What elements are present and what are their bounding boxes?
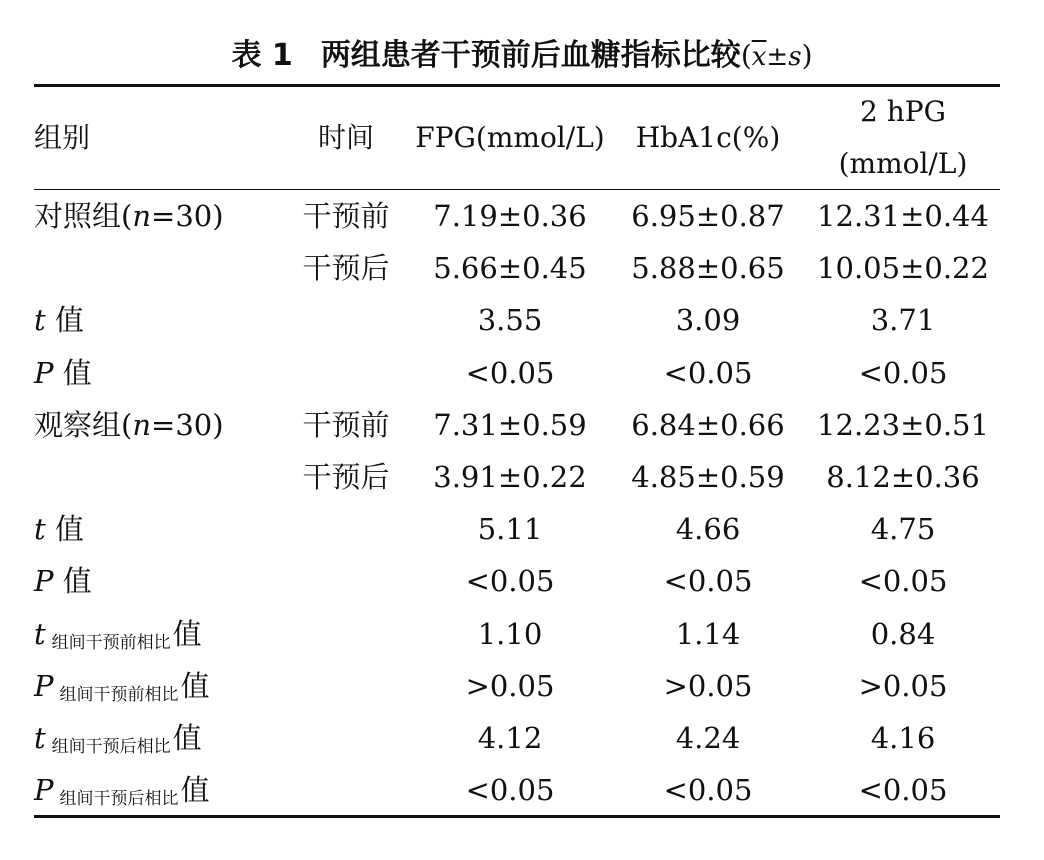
- group-name: 对照组(: [34, 199, 133, 233]
- cell-hpg: 3.71: [870, 303, 936, 337]
- stat-symbol: P: [34, 564, 54, 598]
- cell-time: 干预后: [302, 251, 390, 285]
- cell-fpg: <0.05: [465, 356, 555, 390]
- stat-subscript: 组间干预前相比: [59, 685, 179, 705]
- cell-fpg: 4.12: [477, 721, 543, 755]
- cell-fpg: 3.55: [477, 303, 543, 337]
- cell-time: 干预前: [302, 408, 390, 442]
- cell-hba1c: 4.66: [675, 512, 741, 546]
- stat-symbol: t: [34, 721, 46, 755]
- row-stat-label: [34, 353, 92, 393]
- cell-hpg: 12.23±0.51: [817, 408, 989, 442]
- table-caption: [0, 34, 1044, 79]
- stat-word: 值: [172, 617, 202, 651]
- stat-word: 值: [45, 303, 84, 337]
- header-hpg-line2: (mmol/L): [838, 147, 968, 180]
- cell-fpg: 5.11: [477, 512, 543, 546]
- row-stat-label: [34, 561, 92, 601]
- cell-fpg: <0.05: [465, 564, 555, 598]
- cell-fpg: >0.05: [465, 669, 555, 703]
- row-stat-label: [34, 666, 210, 715]
- cell-hba1c: 3.09: [675, 303, 741, 337]
- stat-symbol: P: [34, 773, 54, 807]
- header-hpg-line1: 2 hPG: [860, 95, 946, 128]
- row-stat-label: [34, 770, 210, 819]
- cell-hpg: <0.05: [858, 356, 948, 390]
- header-fpg: FPG(mmol/L): [415, 121, 605, 154]
- table-title: 两组患者干预前后血糖指标比较: [320, 38, 741, 73]
- cell-hba1c: >0.05: [663, 669, 753, 703]
- cell-hpg: 0.84: [870, 617, 936, 651]
- stat-open-paren: (: [740, 39, 752, 72]
- stat-subscript: 组间干预后相比: [51, 737, 171, 757]
- row-group-label: [34, 405, 224, 445]
- stat-symbol: P: [34, 356, 54, 390]
- stat-word: 值: [180, 773, 210, 807]
- group-n-value: =30): [151, 199, 224, 233]
- group-n-value: =30): [151, 408, 224, 442]
- group-n-symbol: n: [132, 408, 152, 442]
- cell-hba1c: 5.88±0.65: [631, 251, 785, 285]
- header-time: 时间: [317, 121, 374, 154]
- cell-hba1c: <0.05: [663, 564, 753, 598]
- stat-symbol: t: [34, 617, 46, 651]
- bottom-rule: [34, 815, 1000, 818]
- top-rule: [34, 84, 1000, 87]
- cell-hpg: 10.05±0.22: [817, 251, 989, 285]
- cell-hpg: 4.16: [870, 721, 936, 755]
- cell-hpg: <0.05: [858, 773, 948, 807]
- cell-fpg: <0.05: [465, 773, 555, 807]
- stat-mean-symbol: $\overline{x}$: [751, 42, 767, 72]
- cell-fpg: 7.31±0.59: [433, 408, 587, 442]
- stat-word: 值: [45, 512, 84, 546]
- stat-word: 值: [180, 669, 210, 703]
- stat-sd-symbol: ±s: [766, 42, 802, 72]
- stat-word: 值: [172, 721, 202, 755]
- cell-fpg: 7.19±0.36: [433, 199, 587, 233]
- cell-time: 干预后: [302, 460, 390, 494]
- header-group: 组别: [34, 121, 91, 154]
- cell-time: 干预前: [302, 199, 390, 233]
- stat-word: 值: [53, 356, 92, 390]
- cell-fpg: 1.10: [477, 617, 543, 651]
- cell-fpg: 5.66±0.45: [433, 251, 587, 285]
- cell-hba1c: <0.05: [663, 356, 753, 390]
- row-stat-label: [34, 300, 84, 340]
- stat-symbol: P: [34, 669, 54, 703]
- cell-hba1c: 4.24: [675, 721, 741, 755]
- group-name: 观察组(: [34, 408, 133, 442]
- stat-subscript: 组间干预前相比: [51, 633, 171, 653]
- cell-hba1c: 1.14: [675, 617, 741, 651]
- stat-close-paren: ): [801, 39, 813, 72]
- cell-hpg: >0.05: [858, 669, 948, 703]
- cell-fpg: 3.91±0.22: [433, 460, 587, 494]
- table-number: 表 1: [231, 38, 293, 73]
- header-rule: [34, 189, 1000, 190]
- stat-word: 值: [53, 564, 92, 598]
- stat-symbol: t: [34, 303, 46, 337]
- row-stat-label: [34, 614, 202, 663]
- cell-hpg: 8.12±0.36: [826, 460, 980, 494]
- cell-hpg: 12.31±0.44: [817, 199, 989, 233]
- group-n-symbol: n: [132, 199, 152, 233]
- cell-hba1c: 6.84±0.66: [631, 408, 785, 442]
- stat-symbol: t: [34, 512, 46, 546]
- cell-hba1c: 4.85±0.59: [631, 460, 785, 494]
- stat-subscript: 组间干预后相比: [59, 789, 179, 809]
- cell-hba1c: <0.05: [663, 773, 753, 807]
- header-hba1c: HbA1c(%): [635, 121, 781, 154]
- row-stat-label: [34, 718, 202, 767]
- cell-hba1c: 6.95±0.87: [631, 199, 785, 233]
- row-group-label: [34, 196, 224, 236]
- cell-hpg: 4.75: [870, 512, 936, 546]
- cell-hpg: <0.05: [858, 564, 948, 598]
- row-stat-label: [34, 509, 84, 549]
